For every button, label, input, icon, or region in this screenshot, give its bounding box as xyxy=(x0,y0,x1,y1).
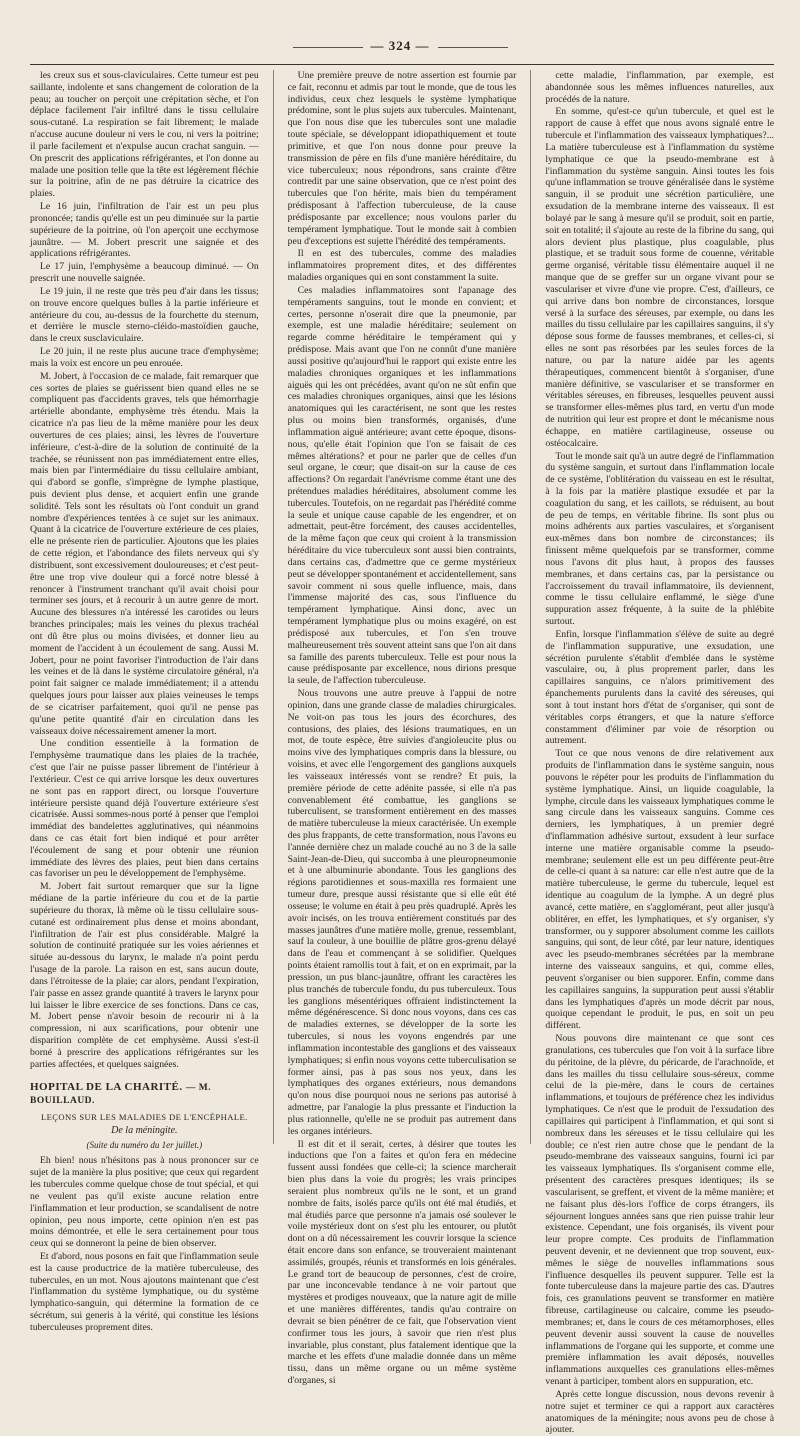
paragraph: Une condition essentielle à la formation de l'emphysème traumatique dans les plaies de la trachée, c'est que l'air ne puisse passer librement de l'intérieur à l'extérieur. C'est ce qui arrive lorsque les deux ouvertures ne sont pas en rapport direct, ou lorsque l'ouverture intérieure persiste quand déjà l'ouverture extérieure s'est cicatrisée. Aussi sommes-nous porté à penser que l'emploi immédiat des bandelettes agglutinatives, qui néanmoins dans ce cas était fort bien indiqué et pour arrêter l'écoulement de sang et pour obtenir une réunion immédiate des lèvres des plaies, peut bien dans certains cas favoriser un peu le développement de l'emphysème. xyxy=(30,738,259,880)
paragraph: Tout ce que nous venons de dire relativement aux produits de l'inflammation dans le système sanguin, nous pouvons le répéter pour les produits de l'inflammation du système lymphatique. Ainsi, un liquide coagulable, la lymphe, circule dans les vaisseaux lymphatiques comme le sang circule dans les vaisseaux sanguins. Comme ces derniers, les lymphatiques, à un premier degré d'inflammation adhésive surtout, exsudent à leur surface interne une matière organisable comme la pseudo-membrane; seulement elle est un peu différente peut-être de celle-ci quant à sa nature: car elle n'est autre que de la matière tuberculeuse, le germe du tubercule, lequel est identique au coagulum de la lymphe. A un degré plus avancé, cette matière, en s'agglomérant, peut aller jusqu'à oblitérer, en effet, les lymphatiques, et s'y organiser, s'y transformer, ou y supporer absolument comme les caillots sanguins, qui sont, de leur côté, par leur nature, identiques avec les pseudo-membranes sécrétées par la membrane interne des vaisseaux sanguins, et qui, comme elles, peuvent s'organiser ou bien supporer. Enfin, comme dans les capillaires sanguins, la suppuration peut aussi s'établir dans les lymphatiques d'après un mode décrit par nous, quoique cependant le produit, le pus, en soit un peu différent. xyxy=(545,748,775,1032)
column-1 xyxy=(30,70,259,1333)
continuation-note: (Suite du numéro du 1er juillet.) xyxy=(86,1140,203,1151)
section-title xyxy=(30,1081,259,1108)
paragraph: Et d'abord, nous posons en fait que l'inflammation seule est la cause productrice de la matière tuberculeuse, des tubercules, en un mot. Nous ajoutons maintenant que c'est l'inflammation du système lymphatique, ou du système lymphatico-sanguin, qui détermine la formation de ce sécrétum, sui generis à la vérité, qui constitue les lésions tuberculeuses proprement dites. xyxy=(30,1250,259,1333)
text-columns xyxy=(30,70,775,1436)
paragraph: Le 19 juin, il ne reste que très peu d'air dans les tissus; on trouve encore quelques bulles à la partie inférieure et antérieure du cou, au-dessus de la fourchette du sternum, et derrière le muscle sterno-cléido-mastoïdien gauche, dans le creux susclaviculaire. xyxy=(30,285,259,345)
paragraph: les creux sus et sous-claviculaires. Cette tumeur est peu saillante, indolente et sans changement de coloration de la peau; au toucher on perçoit une crépitation sèche, et l'on déplace facilement l'air infiltré dans le tissu cellulaire sous-cutané. La respiration se fait librement; le malade n'accuse aucune douleur ni vers le cou, ni vers la poitrine; il parle facilement et n'expulse aucun crachat sanguin. — On prescrit des applications réfrigérantes, et l'on donne au malade une position telle que la tête est légèrement fléchie sur la poitrine, afin de ne pas détruire la cicatrice des plaies. xyxy=(30,70,259,200)
section-title-main: HOPITAL DE LA CHARITÉ. xyxy=(30,1080,183,1093)
paragraph: cette maladie, l'inflammation, par exemple, est abandonnée sous les mêmes influences naturelles, aux procédés de la nature. xyxy=(545,70,775,105)
paragraph: Nous trouvons une autre preuve à l'appui de notre opinion, dans une grande classe de maladies chirurgicales. Ne voit-on pas tous les jours des écorchures, des contusions, des plaies, des lésions traumatiques, en un mot, de toute espèce, être suivies d'angioleucite plus ou moins vive des lymphatiques compris dans la blessure, ou voisins, et avec elle l'engorgement des ganglions auxquels les vaisseaux intéressés vont se rendre? Et puis, la première période de cette adénite passée, si elle n'a pas convenablement été combattue, les ganglions se tuberculisent, se transforment entièrement en des masses de matière tuberculeuse la mieux caractérisée. Un exemple des plus frappants, de cette transformation, nous l'avons eu l'année dernière chez un malade couché au no 3 de la salle Saint-Jean-de-Dieu, qui succomba à une pleuropneumonie et à une albuminurie abondante. Tous les ganglions des régions parotidiennes et sous-maxilla res formaient une tumeur dure, presque aussi résistante que si elle eût été osseuse; le volume en était à peu près quadruplé. Après les avoir incisés, on les trouva entièrement constitués par des masses jaunâtres d'une matière molle, grenue, ressemblant, sauf la couleur, à une bouillie de plâtre gros-grenu délayé dans de l'eau et commençant à se solidifier. Quelques points étaient ramollis tout à fait, et on en exprimait, par la pression, un pus blanc-jaunâtre, offrant les caractères les plus tranchés de tubercule fondu, du pus tuberculeux. Tous les ganglions mésentériques offraient indistinctement la même dégénérescence. Si donc nous voyons, dans ces cas de maladies externes, se développer de la sorte les tubercules, si nous les voyons engendrés par une inflammation incontestable des ganglions et des vaisseaux lymphatiques; si enfin nous voyons cette tuberculisation se former ainsi, pas à pas sous nos yeux, dans les lymphatiques des organes extérieurs, nous demandons qu'on nous dise pourquoi nous ne serions pas autorisé à admettre, par l'analogie la plus pressante et l'induction la plus rationnelle, qu'elle ne se produit pas autrement dans les organes intérieurs. xyxy=(287,688,517,1137)
paragraph: Eh bien! nous n'hésitons pas à nous prononcer sur ce sujet de la manière la plus positive; que ceux qui regardent les tubercules comme quelque chose de tout spécial, et qui ne veulent pas qu'il existe aucune relation entre l'inflammation et leur production, se scandalisent de notre opinion, peu nous importe, cette opinion n'en est pas moins démontrée, et elle le sera certainement pour tous ceux qui se donneront la peine de bien observer. xyxy=(30,1155,259,1250)
paragraph: Le 17 juin, l'emphysème a beaucoup diminué. — On prescrit une nouvelle saignée. xyxy=(30,261,259,285)
paragraph: Le 20 juin, il ne reste plus aucune trace d'emphysème; mais la voix est encore un peu enrouée. xyxy=(30,346,259,369)
paragraph: Il est dit et il serait, certes, à désirer que toutes les inductions que l'on a faites et qu'on fera en médecine fussent aussi fondées que celle-ci; la science marcherait bien plus dans la voie du progrès; les vrais principes seraient plus nombreux qu'ils ne le sont, et un grand nombre de faits, isolés parce qu'ils ont été mal étudiés, et mal étudiés parce que personne n'a jamais osé soulever le voile mystérieux dont on s'est plu les entourer, ou plutôt dont on a dû nécessairement les couvrir lorsque la science était encore dans son enfance, se trouveraient maintenant assimilés, groupés, réunis et transformés en lois générales. Le grand tort de beaucoup de personnes, c'est de croire, par une inconcevable tendance à ne voir partout que mystères et prodiges nouveaux, que la nature agit de mille et une manières différentes, tandis qu'au contraire on devrait se bien pénétrer de ce fait, que l'observation vient confirmer tous les jours, à savoir que rien n'est plus invariable, plus constant, plus fatalement identique que la marche et les effets d'une maladie donnée dans un même tissu, dans un même organe ou un même système d'organes, si xyxy=(287,1138,517,1387)
column-3 xyxy=(545,70,775,1436)
paragraph: En somme, qu'est-ce qu'un tubercule, et quel est le rapport de cause à effet que nous avons signalé entre le tubercule et l'inflammation des vaisseaux lymphatiques?... La matière tuberculeuse est à l'inflammation du système lymphatique ce que la pseudo-membrane est à l'inflammation du système sanguin. Ainsi toutes les fois qu'une inflammation se trouve généralisée dans le système sanguin, il se produit une sécrétion particulière, une exsudation de la membrane interne des vaisseaux. Il est bolayé par le sang à mesure qu'il se produit, soit en partie, soit en totalité; il s'ajoute au reste de la fibrine du sang, qui alors devient plus plastique, plus coagulable, plus plastique, et se traduit sous forme de couenne, véritable germe organisé, véritable tissu élémentaire auquel il ne manque que de se greffer sur un organe vivant pour se vasculariser et vivre d'une vie propre. C'est, d'ailleurs, ce qui arrive dans bon nombre de circonstances, lorsque versé à la surface des séreuses, par exemple, ou dans les mailles du tissu cellulaire par les capillaires sanguins, il s'y dépose sous forme de fausses membranes, et celles-ci, si elles ne sont pas résorbées par les seules forces de la nature, ou par la nature aidée par les agents thérapeutiques, commencent bientôt à s'organiser, d'une manière définitive, se vasculariser et se transformer en véritables séreuses, en fibreuses, lesquelles peuvent aussi se transformer elles-mêmes plus tard, en vertu d'un mode de nutrition qui leur est propre et dont le mécanisme nous échappe, en matière cartilagineuse, osseuse ou ostéocalcaire. xyxy=(545,106,775,449)
lecture-title: LEÇONS SUR LES MALADIES DE L'ENCÉPHALE. xyxy=(40,1111,248,1122)
paragraph: Nous pouvons dire maintenant ce que sont ces granulations, ces tubercules que l'on voit à la surface libre du péritoine, de la plèvre, du péricarde, de l'arachnoïde, et dans les mailles du tissu cellulaire sous-séreux, comme celui de la pie-mère, dans le cours de certaines inflammations, et toujours de préférence chez les individus lymphatiques. Ce n'est que le produit de l'exsudation des capillaires qui participent à l'inflammation, et qui sont si nombreux dans les séreuses et le tissu cellulaire qui les double; ce n'est rien autre chose que le pendant de la pseudo-membrane des vaisseaux sanguins, fourni ici par les vaisseaux lymphatiques. Ils s'organisent comme elle, présentent des caractères presques identiques; ils se vascularisent, se greffent, et vivent de la même manière; et ne faisant plus dès-lors l'office de corps étrangers, ils séjournent longues années sans que rien puisse trahir leur existence. Cependant, une fois organisés, ils vivent pour leur propre compte. Ces produits de l'inflammation peuvent devenir, et ne deviennent que trop souvent, eux-mêmes le siège de nouvelles inflammations sous l'influence desquelles ils peuvent suppurer. Telle est la fonte tuberculeuse dans la majeure partie des cas. D'autres fois, ces granulations peuvent se transformer en matière fibreuse, cartilagineuse ou calcaire, comme les pseudo-membranes; et, dans le cours de ces métamorphoses, elles peuvent devenir aussi souvent la cause de nouvelles inflammations de l'organe qui les supporte, et comme une première inflammation les avait déposés, nouvelles inflammations auxquelles ces granulations elles-mêmes venant à participer, tombent alors en suppuration, etc. xyxy=(545,1033,775,1388)
header-rule xyxy=(30,64,774,65)
paragraph: Ces maladies inflammatoires sont l'apanage des tempéraments sanguins, tout le monde en convient; et certes, personne n'oserait dire que la pneumonie, par exemple, est une maladie héréditaire; seulement on regarde comme héréditaire le tempérament qui y prédispose. Mais avant que l'on ne connût d'une manière aussi positive qu'aujourd'hui le rapport qui existe entre les maladies chroniques organiques et les inflammations aiguës qui les ont précédées, avant qu'on ne sût enfin que ces maladies chroniques organiques, ainsi que les lésions anatomiques qui les caractérisent, ne sont que les restes plus ou moins bien transformés, organisés, d'une inflammation aiguë antérieure; avant cette époque, disons-nous, qu'elle était l'opinion que l'on se faisait de ces mêmes altérations? et pour ne parler que de celles d'un seul organe, le cœur; que disait-on sur la cause de ces affections? On regardait l'anévrisme comme étant une des prétendues maladies héréditaires, absolument comme les tubercules. Toutefois, on ne regardait pas l'hérédité comme la seule et unique cause capable de les engendrer, et on admettait, peut-être forcément, des causes accidentelles, de la même façon que ceux qui croient à la transmission héréditaire du vice tuberculeux sont aussi bien contraints, dans certains cas, d'admettre que ce germe mystérieux peut se développer spontanément et accidentellement, sans savoir comment ni sous quelle influence, mais, dans l'immense majorité des cas, sous l'influence du tempérament lymphatique. Ainsi donc, avec un tempérament lymphatique plus ou moins exagéré, on est prédisposé aux tubercules, et l'on s'en trouve malheureusement très souvent atteint sans que l'on ait dans sa famille des parents tuberculeux. Telle est pour nous la cause prédisposante par excellence, nous dirions presque la seule, de l'affection tuberculeuse. xyxy=(287,284,517,687)
paragraph: Tout le monde sait qu'à un autre degré de l'inflammation du système sanguin, et surtout dans l'inflammation locale de ce système, l'oblitération du vaisseau en est le résultat, à la fois par la matière plastique exsudée et par la coagulation du sang, et les caillots, se réduisent, au bout de peu de temps, en véritable fibrine. Ils sont plus ou moins adhérents aux parties vasculaires, et s'organisent eux-mêmes dans bon nombre de circonstances; ils finissent même quelquefois par se transformer, comme nous l'avons dit plus haut, à propos des fausses membranes, et dans certains cas, par la persistance ou l'accroissement du travail inflammatoire, ils deviennent, comme le tissu cellulaire enflammé, le siège d'une suppuration assez fréquente, à la suite de la phlébite surtout. xyxy=(545,450,775,628)
column-2 xyxy=(287,70,517,1387)
paragraph: Le 16 juin, l'infiltration de l'air est un peu plus prononcée; tandis qu'elle est un peu diminuée sur la partie supérieure de la poitrine, où l'on aperçoit une ecchymose jaunâtre. — M. Jobert prescrit une saignée et des applications réfrigérantes. xyxy=(30,201,259,260)
column-divider xyxy=(273,70,274,1144)
section-title-author: — M. BOUILLAUD. xyxy=(30,1082,212,1107)
paragraph: M. Jobert fait surtout remarquer que sur la ligne médiane de la partie inférieure du cou et de la partie supérieure du thorax, là même où le tissu cellulaire sous-cutané est ordinairement plus dense et moins abondant, l'infiltration de l'air est plus considérable. Malgré la solution de continuité pratiquée sur les voies aériennes et située au-dessous du larynx, le malade n'a point perdu l'usage de la parole. La raison en est, sans aucun doute, dans l'étroitesse de la plaie; car alors, pendant l'expiration, l'air passe en assez grande quantité à travers le larynx pour lui laisser le libre exercice de ses fonctions. Dans ce cas, M. Jobert pense n'avoir besoin de recourir ni à la compression, ni aux scarifications, pour obtenir une disparition complète de cet emphysème. Aussi s'est-il borné à prescrire des applications réfrigérantes sur les parties affectées, et quelques saignées. xyxy=(30,881,259,1070)
paragraph: Il en est des tubercules, comme des maladies inflammatoires proprement dites, et des différentes maladies organiques qui en sont constamment la suite. xyxy=(287,248,517,284)
paragraph: Enfin, lorsque l'inflammation s'élève de suite au degré de l'inflammation suppurative, une exsudation, une sécrétion purulente s'établit d'emblée dans le système vasculaire, ou, à plus proprement parler, dans les capillaires sanguins, ce n'alors primitivement des épanchements purulents dans la cavité des séreuses, qui sont à tout instant hors d'état de s'organiser, qui sont de véritables corps étrangers, et que la nature s'efforce constamment d'éliminer par voie de résorption ou autrement. xyxy=(545,628,775,747)
lecture-subtitle: De la méningite. xyxy=(111,1125,178,1137)
column-divider xyxy=(530,70,531,1144)
page-number: — 324 — xyxy=(0,38,800,54)
paragraph: Après cette longue discussion, nous devons revenir à notre sujet et terminer ce qui a rapport aux caractères anatomiques de la méningite; nous avons peu de chose à ajouter. xyxy=(545,1388,775,1436)
paragraph: Une première preuve de notre assertion est fournie par ce fait, reconnu et admis par tout le monde, que de tous les individus, ceux chez lesquels le système lymphatique prédomine, sont le plus sujets aux tubercules. Maintenant, que l'on nous dise que les tubercules sont une maladie toute spéciale, se développant idiopathiquement et toute primitive, et que l'on nous donne pour preuve la transmission de père en fils d'une manière héréditaire, du vice tuberculeux; nous répondrons, sans crainte d'être contredit par une saine observation, que ce n'est point des tubercules que l'on hérite, mais bien du tempérament prédisposant à l'affection tuberculeuse, de la cause prédisposante par excellence; nous voulons parler du tempérament lymphatique. Tout le monde sait à combien peu d'exceptions est sujette l'hérédité des tempéraments. xyxy=(287,70,517,247)
paragraph: M. Jobert, à l'occasion de ce malade, fait remarquer que ces sortes de plaies se guérissent bien quand elles ne se compliquent pas d'accidents graves, tels que hémorrhagie artérielle abondante, emphysème très étendu. Mais la cicatrice n'a pas lieu de la même manière pour les deux ouvertures de ces plaies; ainsi, les lèvres de l'ouverture inférieure, c'est-à-dire de la solution de continuité de la trachée, se réunissent non pas immédiatement entre elles, mais bien par l'intermédiaire du tissu cellulaire ambiant, qui d'abord se gonfle, s'imprègne de lymphe plastique, puis devient plus dense, et acquiert enfin une grande solidité. Tels sont les résultats où l'ont conduit un grand nombre d'expériences tentées à ce sujet sur les animaux. Quant à la cicatrice de l'ouverture extérieure de ces plaies, elle ne présente rien de particulier. Ajoutons que les plaies de cette région, et l'abondance des filets nerveux qui s'y distribuent, sont excessivement douloureuses; et c'est peut-être une trop vive douleur qui a forcé notre blessé à renoncer à l'instrument tranchant qu'il avait choisi pour terminer ses jours, et à recourir à un autre genre de mort. Aucune des blessures n'a intéressé les carotides ou leurs branches principales; mais les veines du plexus trachéal ont dû être plus ou moins divisées, et donner lieu au moment de l'accident à un écoulement de sang. Aussi M. Jobert, pour ne point favoriser l'introduction de l'air dans les veines et de là dans le système circulatoire général, n'a point fait saigner ce malade immédiatement; il a attendu quelques jours pour laisser aux plaies veineuses le temps de se cicatriser parfaitement, quoi qu'il ne pense pas qu'une petite quantité d'air en circulation dans les vaisseaux doive nécessairement amener la mort. xyxy=(30,370,259,737)
